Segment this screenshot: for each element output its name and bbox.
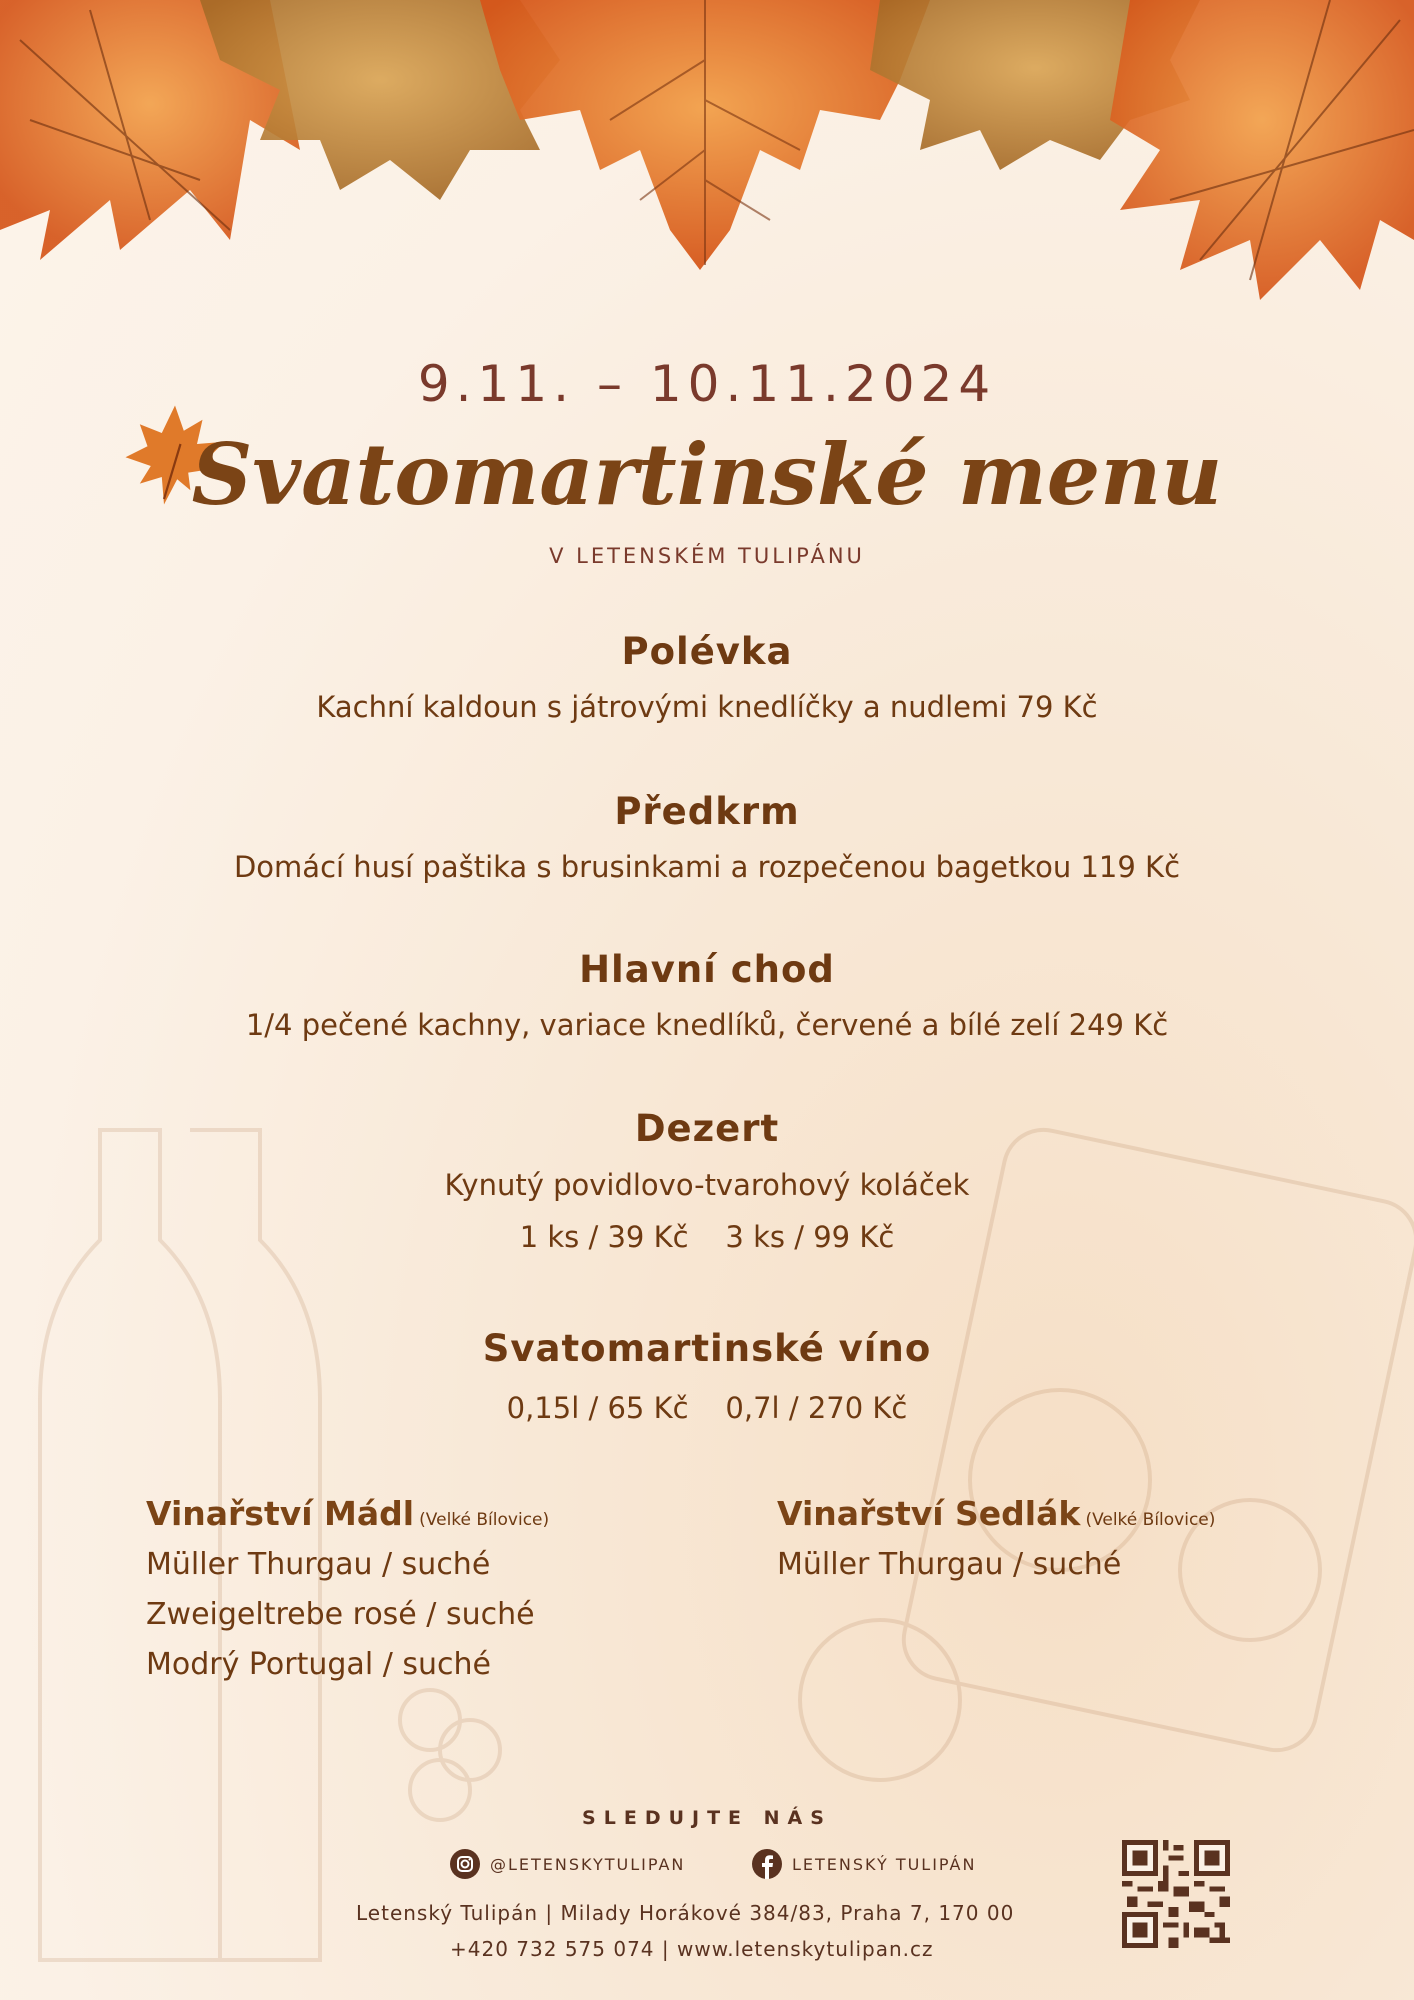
- menu-title: Svatomartinské menu: [191, 425, 1223, 524]
- course-heading-starter: Předkrm: [614, 790, 800, 833]
- qr-code[interactable]: [1122, 1840, 1230, 1948]
- course-item-main: 1/4 pečené kachny, variace knedlíků, červené a bílé zelí 249 Kč: [245, 1008, 1169, 1042]
- winery-location: (Velké Bílovice): [419, 1510, 550, 1530]
- footer-contact[interactable]: +420 732 575 074 | www.letenskytulipan.cz: [450, 1937, 934, 1961]
- course-item-starter: Domácí husí paštika s brusinkami a rozpečenou bagetkou 119 Kč: [233, 850, 1181, 884]
- course-item-soup: Kachní kaldoun s játrovými knedlíčky a nudlemi 79 Kč: [316, 690, 1098, 724]
- follow-us-label: SLEDUJTE NÁS: [582, 1807, 832, 1829]
- wine-item: Müller Thurgau / suché: [146, 1547, 491, 1582]
- course-heading-dessert: Dezert: [634, 1107, 780, 1150]
- course-item-dessert: Kynutý povidlovo-tvarohový koláček: [444, 1168, 970, 1202]
- dessert-prices: 1 ks / 39 Kč 3 ks / 99 Kč: [519, 1220, 895, 1254]
- wine-heading: Svatomartinské víno: [482, 1327, 932, 1370]
- winery-name: Vinařství Sedlák: [777, 1494, 1081, 1533]
- facebook-page-name: LETENSKÝ TULIPÁN: [792, 1854, 977, 1874]
- winery-location: (Velké Bílovice): [1085, 1510, 1216, 1530]
- wine-item: Müller Thurgau / suché: [777, 1547, 1122, 1582]
- winery-sedlak: [777, 1494, 1215, 1597]
- facebook-icon: [752, 1849, 782, 1879]
- footer-address: Letenský Tulipán | Milady Horákové 384/83, Praha 7, 170 00: [356, 1901, 1015, 1925]
- instagram-handle: @LETENSKYTULIPAN: [490, 1854, 686, 1874]
- course-heading-main: Hlavní chod: [579, 948, 835, 991]
- menu-subtitle: V LETENSKÉM TULIPÁNU: [549, 544, 865, 568]
- wine-item: Zweigeltrebe rosé / suché: [146, 1597, 535, 1632]
- facebook-link[interactable]: [752, 1849, 976, 1879]
- instagram-icon: [450, 1849, 480, 1879]
- date-range: 9.11. – 10.11.2024: [417, 355, 997, 413]
- winery-name: Vinařství Mádl: [146, 1494, 415, 1533]
- wine-item: Modrý Portugal / suché: [146, 1647, 491, 1682]
- wine-prices: 0,15l / 65 Kč 0,7l / 270 Kč: [506, 1391, 908, 1425]
- instagram-link[interactable]: [450, 1849, 685, 1879]
- winery-madl: [146, 1494, 549, 1697]
- course-heading-soup: Polévka: [621, 630, 793, 673]
- autumn-leaves-illustration: [0, 0, 1414, 330]
